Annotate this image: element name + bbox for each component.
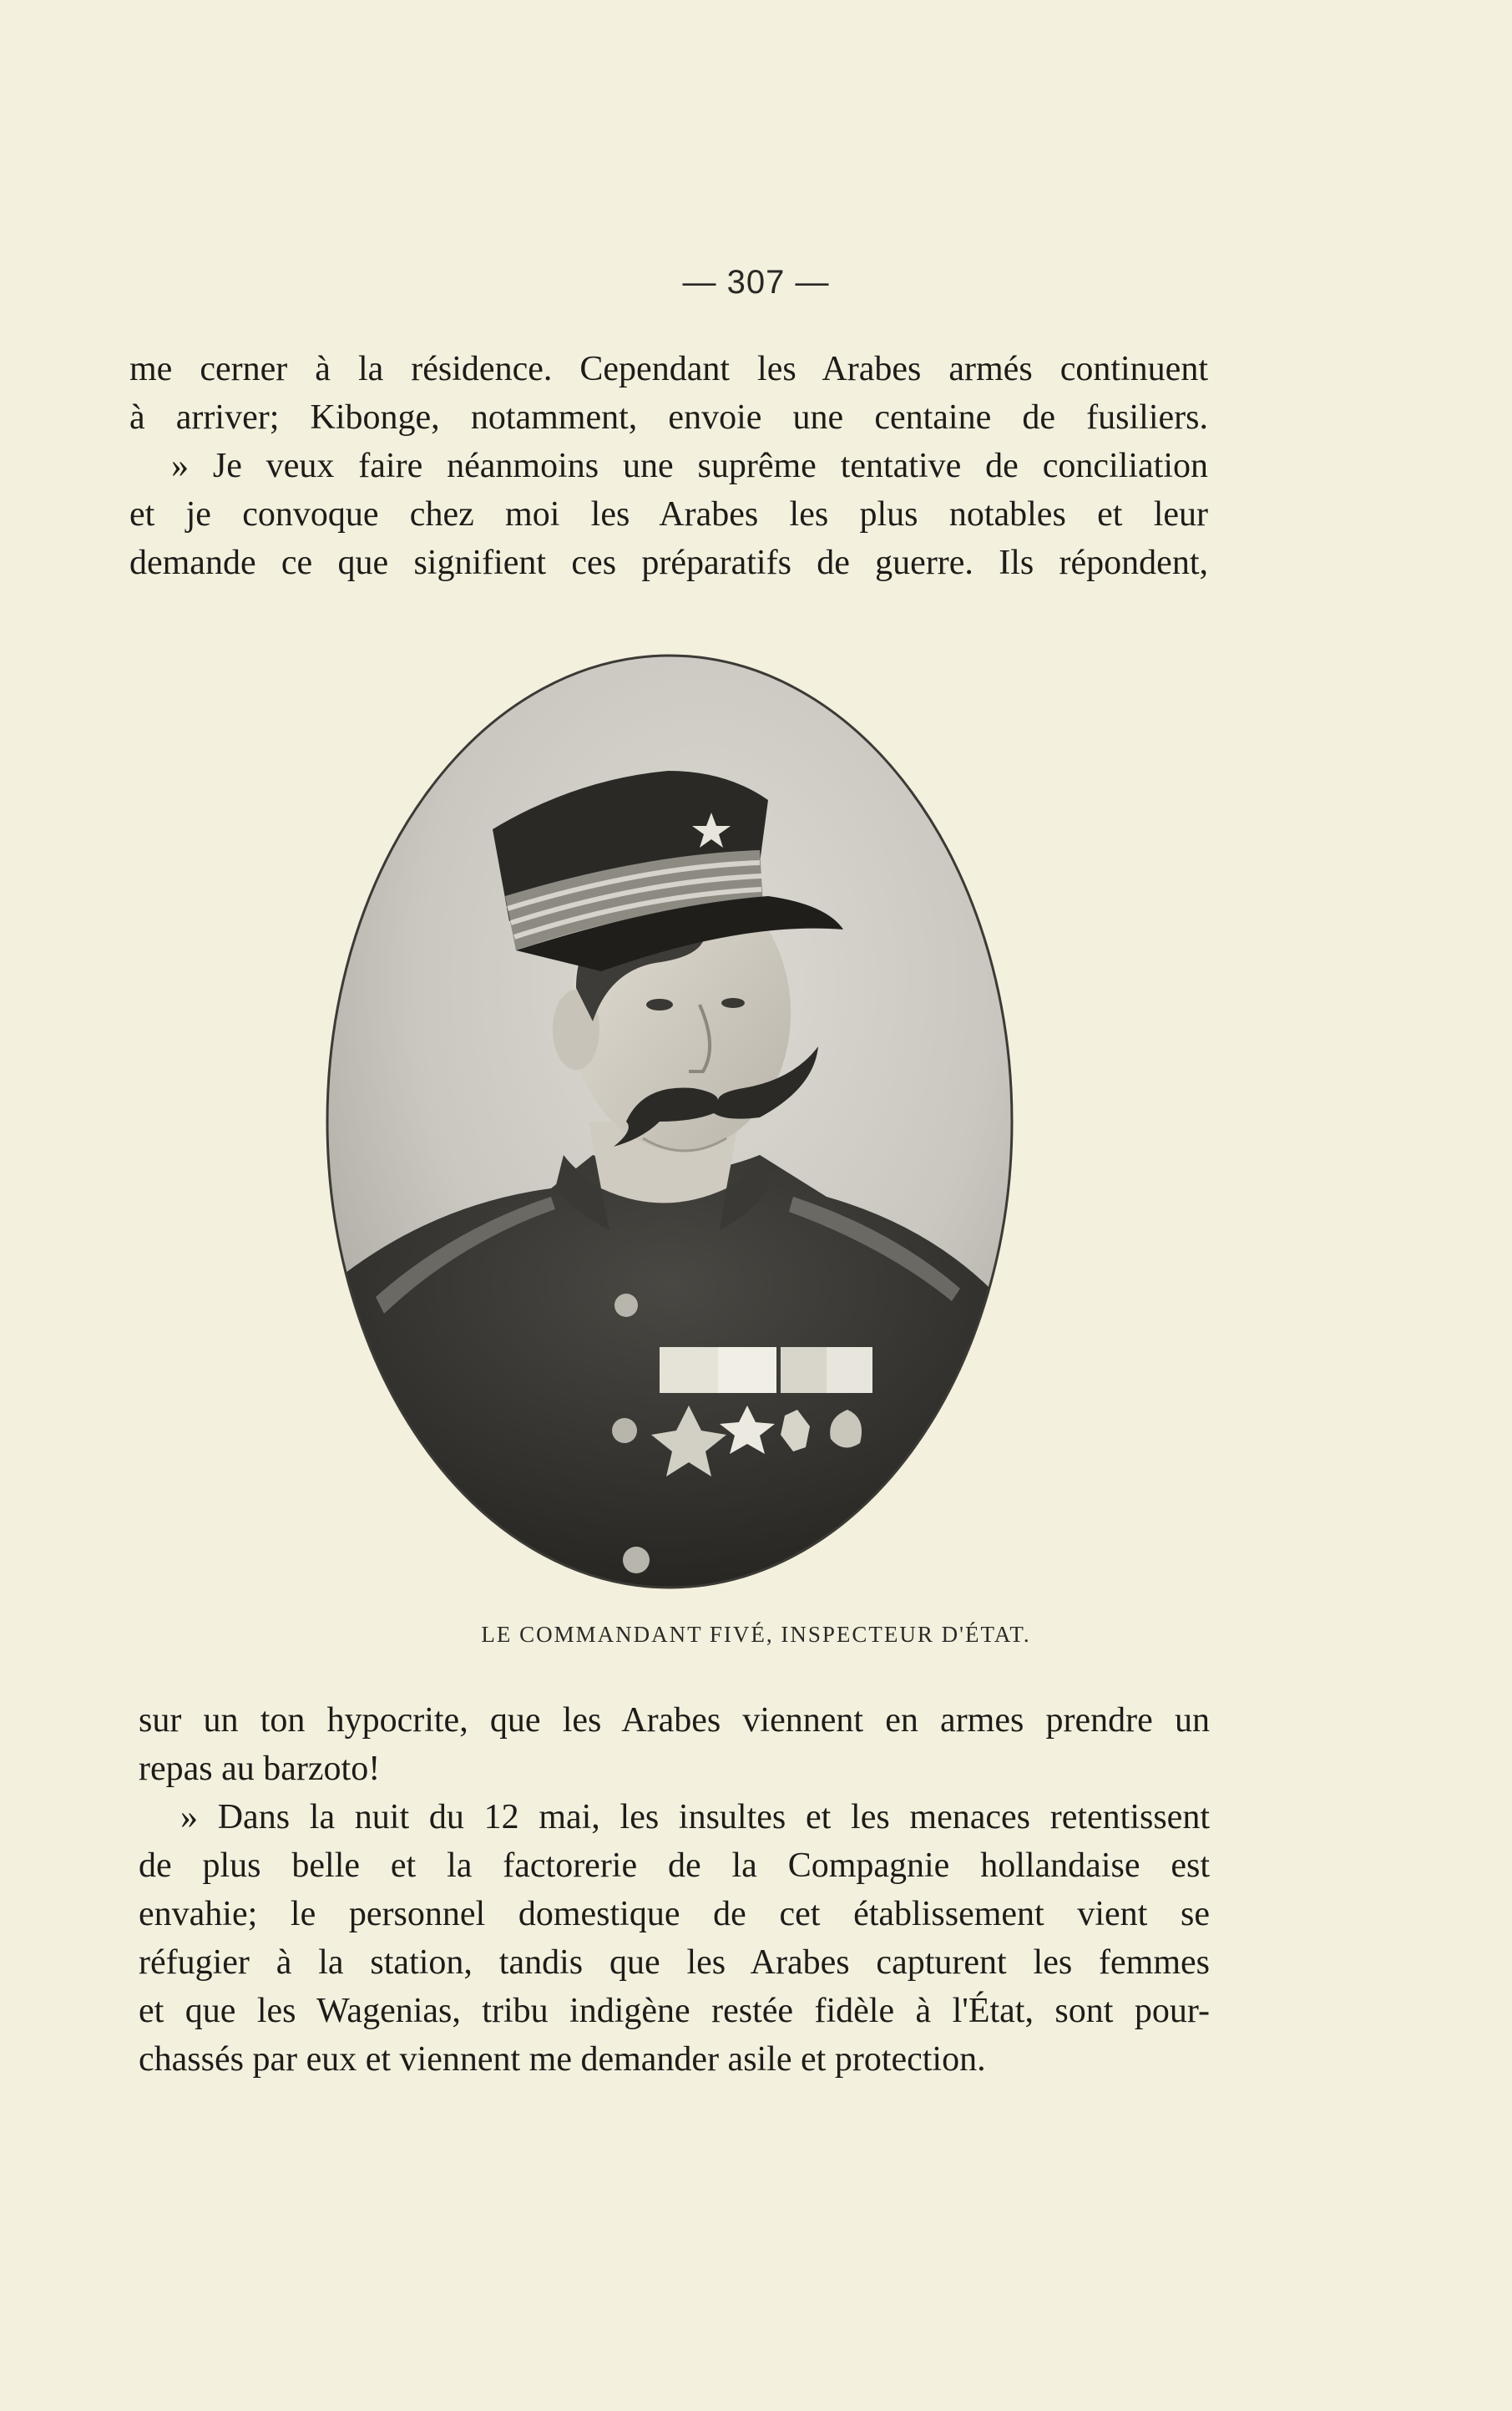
text-line: sur un ton hypocrite, que les Arabes viennent en armes prendre un — [139, 1701, 1210, 1740]
text-line: de plus belle et la factorerie de la Compagnie hollandaise est — [139, 1846, 1210, 1885]
text-line: repas au barzoto! — [139, 1750, 381, 1788]
text-line: » Dans la nuit du 12 mai, les insultes et les menaces retentissent — [180, 1798, 1210, 1836]
body-text-bottom — [139, 1696, 1210, 2084]
text-line: et je convoque chez moi les Arabes les plus notables et leur — [129, 495, 1208, 534]
figure-caption: LE COMMANDANT FIVÉ, INSPECTEUR D'ÉTAT. — [481, 1622, 1031, 1647]
text-line: me cerner à la résidence. Cependant les Arabes armés continuent — [129, 350, 1208, 388]
text-line: » Je veux faire néanmoins une suprême tentative de conciliation — [171, 447, 1208, 485]
body-text-top — [129, 345, 1208, 587]
text-line: envahie; le personnel domestique de cet établissement vient se — [139, 1895, 1210, 1933]
text-line: réfugier à la station, tandis que les Arabes capturent les femmes — [139, 1943, 1210, 1982]
portrait-figure — [326, 654, 1014, 1589]
text-line: à arriver; Kibonge, notamment, envoie une centaine de fusiliers. — [129, 398, 1208, 437]
text-line: chassés par eux et viennent me demander asile et protection. — [139, 2040, 986, 2079]
text-line: demande ce que signifient ces préparatifs de guerre. Ils répondent, — [129, 544, 1208, 582]
text-line: et que les Wagenias, tribu indigène restée fidèle à l'État, sont pour- — [139, 1992, 1210, 2030]
page-number: — 307 — — [682, 264, 830, 301]
